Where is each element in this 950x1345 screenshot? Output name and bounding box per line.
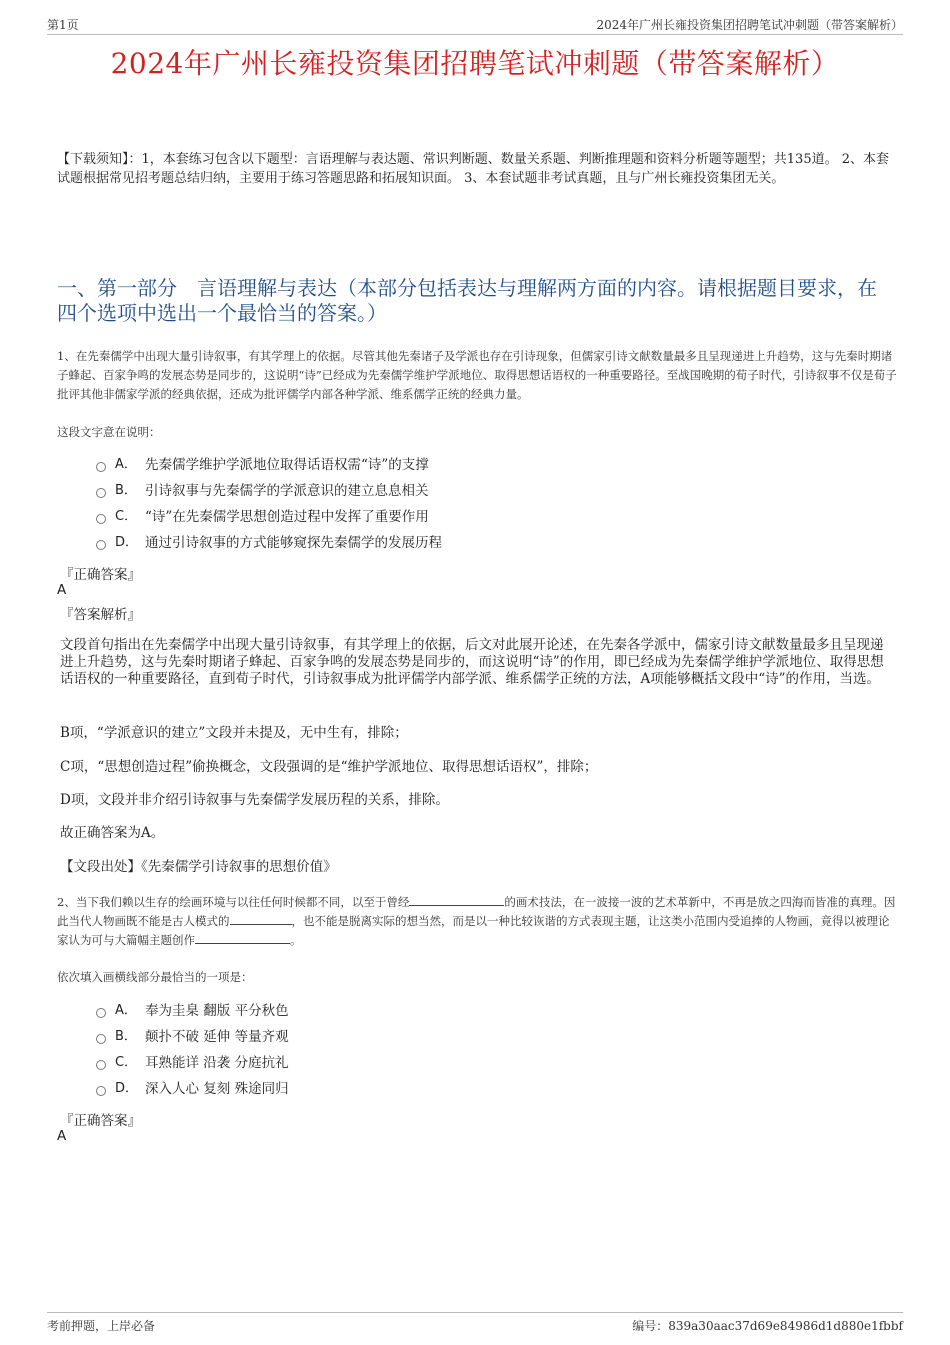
footer-slogan: 考前押题，上岸必备: [47, 1319, 156, 1333]
radio-icon[interactable]: [96, 488, 106, 498]
footer-doc-id: 编号：839a30aac37d69e84986d1d880e1fbbf: [632, 1319, 903, 1333]
blank-1: [409, 893, 504, 906]
q2-option-d[interactable]: D． 深入人心 复刻 殊途同归: [96, 1076, 289, 1102]
question-2-text: 2、当下我们赖以生存的绘画环境与以往任何时候都不同，以至于曾经 的画术技法，在一波接一波的艺术革新中，不再是放之四海而皆准的真理。因此当代人物画既不能是古人模式的 ，也不能是脱离实际的想当然，而是以一种比较诙谐的方式表现主题，让这类小范围内受追捧的人物画，竟得以被理论家认为可与大篇幅主题创作 。: [57, 895, 896, 947]
q1-analysis: 文段首句指出在先秦儒学中出现大量引诗叙事，有其学理上的依据，后文对此展开论述，在先秦各学派中，儒家引诗文献数量最多且呈现递进上升趋势，这与先秦时期诸子蜂起、百家争鸣的发展态势是同步的，而这说明“诗”的作用，即已经成为先秦儒学维护学派地位、取得思想话语权的一种重要路径，直到荀子时代，引诗叙事成为批评儒学内部学派、维系儒学正统的方法，A项能够概括文段中“诗”的作用，当选。: [60, 637, 884, 687]
document-title: 2024年广州长雍投资集团招聘笔试冲刺题（带答案解析）: [110, 47, 840, 80]
radio-icon[interactable]: [96, 514, 106, 524]
q1-option-d[interactable]: D． 通过引诗叙事的方式能够窥探先秦儒学的发展历程: [96, 530, 442, 556]
q2-option-a[interactable]: A． 奉为圭臬 翻版 平分秋色: [96, 998, 289, 1024]
q2-answer: A: [57, 1128, 67, 1144]
section-heading: 一、第一部分 言语理解与表达（本部分包括表达与理解两方面的内容。请根据题目要求，在四个选项中选出一个最恰当的答案。）: [57, 276, 877, 325]
page-header: [47, 16, 903, 35]
download-notice: 【下载须知】：1，本套练习包含以下题型：言语理解与表达题、常识判断题、数量关系题、判断推理题和资料分析题等题型；共135道。 2、本套试题根据常见招考题总结归纳，主要用于练习答题思路和拓展知识面。 3、本套试题非考试真题，且与广州长雍投资集团无关。: [57, 152, 889, 186]
page-footer: [47, 1312, 903, 1333]
q2-option-b[interactable]: B． 颠扑不破 延伸 等量齐观: [96, 1024, 289, 1050]
question-2-options: [96, 998, 289, 1102]
q2-option-c[interactable]: C． 耳熟能详 沿袭 分庭抗礼: [96, 1050, 289, 1076]
header-doc-title: 2024年广州长雍投资集团招聘笔试冲刺题（带答案解析）: [596, 18, 903, 32]
question-2-prompt: 依次填入画横线部分最恰当的一项是：: [57, 970, 253, 984]
q1-source: 【文段出处】《先秦儒学引诗叙事的思想价值》: [60, 859, 337, 875]
radio-icon[interactable]: [96, 540, 106, 550]
blank-3: [195, 931, 290, 944]
q1-option-b-note: B项，“学派意识的建立”文段并未提及，无中生有，排除；: [60, 725, 408, 741]
radio-icon[interactable]: [96, 1086, 106, 1096]
q1-option-c-note: C项，“思想创造过程”偷换概念，文段强调的是“维护学派地位、取得思想话语权”，排除；: [60, 759, 598, 775]
q1-answer: A: [57, 582, 67, 598]
q1-option-c[interactable]: C． “诗”在先秦儒学思想创造过程中发挥了重要作用: [96, 504, 442, 530]
radio-icon[interactable]: [96, 462, 106, 472]
q1-analysis-label: 『答案解析』: [60, 607, 141, 623]
radio-icon[interactable]: [96, 1060, 106, 1070]
page-number: 第1页: [47, 18, 79, 32]
radio-icon[interactable]: [96, 1034, 106, 1044]
q1-option-b[interactable]: B． 引诗叙事与先秦儒学的学派意识的建立息息相关: [96, 478, 442, 504]
q2-answer-label: 『正确答案』: [60, 1113, 141, 1129]
blank-2: [230, 912, 292, 925]
q1-option-d-note: D项，文段并非介绍引诗叙事与先秦儒学发展历程的关系，排除。: [60, 792, 449, 808]
q1-conclusion: 故正确答案为A。: [60, 825, 165, 841]
question-1-prompt: 这段文字意在说明：: [57, 425, 161, 439]
q1-answer-label: 『正确答案』: [60, 567, 141, 583]
q1-option-a[interactable]: A． 先秦儒学维护学派地位取得话语权需“诗”的支撑: [96, 452, 442, 478]
question-1-text: 1、在先秦儒学中出现大量引诗叙事，有其学理上的依据。尽管其他先秦诸子及学派也存在引诗现象，但儒家引诗文献数量最多且呈现递进上升趋势，这与先秦时期诸子蜂起、百家争鸣的发展态势是同步的，这说明“诗”已经成为先秦儒学维护学派地位、取得思想话语权的一种重要路径。至战国晚期的荀子时代，引诗叙事不仅是荀子批评其他非儒家学派的经典依据，还成为批评儒学内部各种学派、维系儒学正统的经典力量。: [57, 349, 897, 401]
radio-icon[interactable]: [96, 1008, 106, 1018]
question-1-options: [96, 452, 442, 556]
